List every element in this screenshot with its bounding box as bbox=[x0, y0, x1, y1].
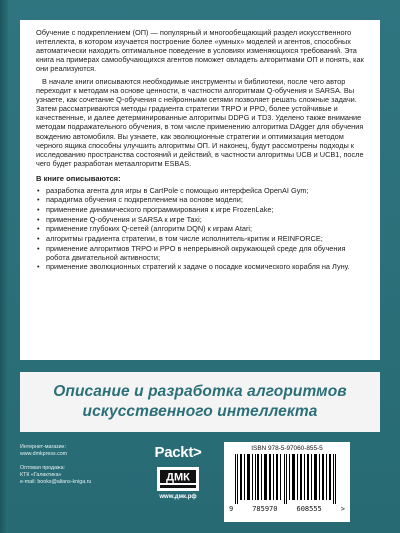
feature-item: • разработка агента для игры в CartPole с помощью интерфейса OpenAI Gym; bbox=[46, 186, 364, 195]
feature-item: • применение Q-обучения и SARSA к игре Taxi; bbox=[46, 215, 364, 224]
dmk-url: www.дмк.рф bbox=[159, 494, 197, 500]
feature-item: • применение эволюционных стратегий к задаче о посадке космического корабля на Луну. bbox=[46, 262, 364, 271]
tagline-band bbox=[20, 372, 380, 432]
isbn-number: ISBN 978-5-97060-855-5 bbox=[251, 445, 323, 452]
barcode-tail: > bbox=[340, 505, 345, 513]
feature-item: • применение глубоких Q-сетей (алгоритм DQN) к играм Atari; bbox=[46, 224, 364, 233]
barcode-digits bbox=[229, 505, 345, 513]
packt-logo: Packt> bbox=[154, 444, 202, 461]
features-list bbox=[36, 186, 364, 272]
svg-text:ДМК: ДМК bbox=[166, 471, 190, 484]
barcode-left-digits: 785970 bbox=[252, 505, 278, 513]
sellers-info bbox=[20, 444, 150, 486]
feature-item: • парадигма обучения с подкреплением на основе модели; bbox=[46, 195, 364, 204]
feature-item: • применение динамического программирования к игре FrozenLake; bbox=[46, 205, 364, 214]
intro-text bbox=[36, 28, 364, 168]
intro-paragraph-2: В начале книги описываются необходимые инструменты и библиотеки, после чего автор переходит к методам на основе ценности, в частности алгоритмам Q-обучения и SARSA. Вы узнаете, как сочетание Q-обучения с нейронными сетями позволяет решать сложные задачи. Затем рассматриваются методы градиента стратегии TRPO и PPO, более устойчивые и качественные, и далее детерминированные алгоритмы DDPG и TD3. Уделено также внимание методам подражательного обучения, в том числе применению алгоритма DAgger для обучения вождению автомобиля. Вы узнаете, как эволюционные стратегии и оптимизация методом черного ящика способны улучшить алгоритмы ОП. И наконец, будут рассмотрены подходы к исследованию пространства состояний и действий, в частности алгоритмы UCB и UCB1, после чего будет разработан метаалгоритм ESBAS. bbox=[36, 77, 364, 168]
barcode-icon bbox=[229, 454, 345, 504]
internet-shop-url: www.dmkpress.com bbox=[20, 451, 68, 457]
barcode-right-digits: 608555 bbox=[296, 505, 322, 513]
book-spine-edge bbox=[0, 0, 8, 533]
wholesale-name: КТК «Галактика» bbox=[20, 472, 62, 478]
feature-item: • применение алгоритмов TRPO и PPO в непрерывной окружающей среде для обучения робота двигательной активности; bbox=[46, 244, 364, 262]
barcode-lead-digit: 9 bbox=[229, 505, 234, 513]
publisher-logos bbox=[148, 444, 208, 524]
wholesale-email: e-mail: books@alians-kniga.ru bbox=[20, 479, 92, 485]
features-heading: В книге описываются: bbox=[36, 173, 121, 183]
tagline-line-1: Описание и разработка алгоритмов bbox=[53, 383, 347, 400]
tagline-line-2: искусственного интеллекта bbox=[82, 403, 318, 420]
isbn-barcode-box bbox=[224, 442, 350, 522]
description-panel bbox=[20, 20, 380, 360]
feature-item: • алгоритмы градиента стратегии, в том числе исполнитель-критик и REINFORCE; bbox=[46, 234, 364, 243]
dmk-logo-icon bbox=[156, 466, 200, 492]
intro-paragraph-1: Обучение с подкреплением (ОП) — популярный и многообещающий раздел искусственного интеллекта, в котором изучается построение более «умных» моделей и агентов, способных автоматически находить оптимальное поведение в условиях изменяющихся требований. Эта книга на примерах самообучающихся агентов поможет овладеть алгоритмами ОП и понять, как они реализуются. bbox=[36, 28, 364, 74]
wholesale-label: Оптовая продажа: bbox=[20, 465, 65, 471]
internet-shop-label: Интернет-магазин: bbox=[20, 444, 66, 450]
